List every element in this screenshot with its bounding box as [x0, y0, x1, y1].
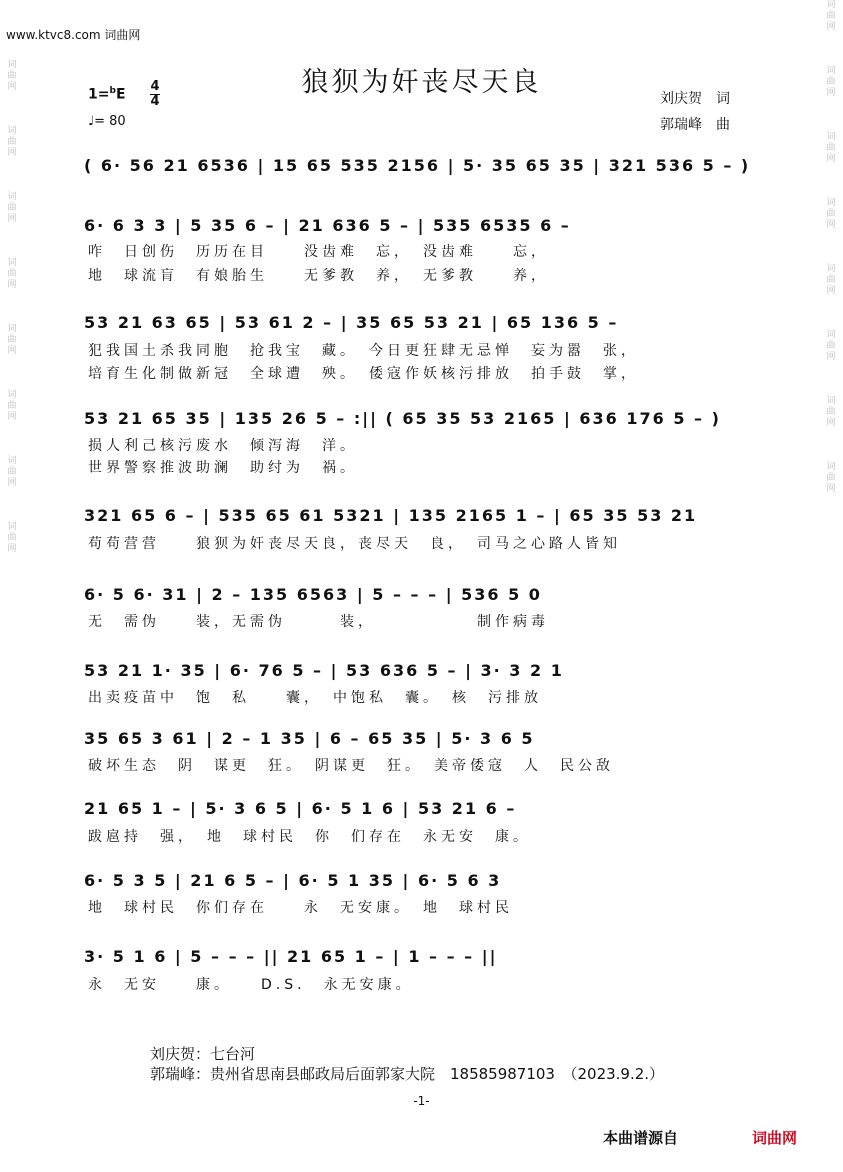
- lyric-line: 世界警察推波助澜 助纣为 祸。: [88, 460, 358, 476]
- footer-address-1: 刘庆贺：七台河: [150, 1045, 256, 1063]
- key-signature: [88, 86, 126, 103]
- source-label: 本曲谱源自: [603, 1129, 679, 1147]
- score-row: [0, 728, 843, 776]
- meter-bottom: 4: [150, 94, 160, 109]
- lyric-line: 出卖疫苗中 饱 私 囊， 中饱私 囊。 核 污排放: [88, 690, 542, 706]
- lyric-line: 破坏生态 阴 谋更 狂。 阴谋更 狂。 美帝倭寇 人 民公敌: [88, 758, 614, 774]
- score-row: [0, 870, 843, 918]
- watermark: 词曲网: [826, 330, 836, 362]
- meter-top: 4: [150, 79, 160, 94]
- notation-line: 6· 6 3 3 | 5 35 6 – | 21 636 5 – | 535 6535 6 –: [84, 216, 571, 235]
- lyric-line: 无 需伪 装，无需伪 装， 制作病毒: [88, 614, 549, 630]
- footer-address-2: 郭瑞峰：贵州省思南县邮政局后面郭家大院 18585987103 （2023.9.2.）: [150, 1065, 665, 1083]
- lyric-line: 地 球流肓 有娘胎生 无爹教 养， 无爹教 养，: [88, 268, 549, 284]
- lyric-line: 地 球村民 你们存在 永 无安康。 地 球村民: [88, 900, 513, 916]
- score-row: [0, 798, 843, 846]
- score-row: [0, 505, 843, 553]
- lyricist-credit: 刘庆贺 词: [660, 91, 730, 107]
- key-prefix: 1=: [88, 86, 110, 103]
- lyric-line: 犯我国土杀我同胞 抢我宝 藏。 今日更狂肆无忌惮 妄为嚣 张，: [88, 343, 639, 359]
- lyric-line: 咋 日创伤 历历在目 没齿难 忘， 没齿难 忘，: [88, 244, 549, 260]
- score-row: [0, 660, 843, 708]
- watermark: 词曲网: [7, 60, 17, 92]
- lyric-line: 苟苟营营 狼狈为奸丧尽天良，丧尽天 良， 司马之心路人皆知: [88, 536, 621, 552]
- tempo-marking: ♩= 80: [88, 114, 126, 129]
- watermark: 词曲网: [7, 126, 17, 158]
- source-site-link[interactable]: 词曲网: [752, 1129, 798, 1147]
- watermark: 词曲网: [7, 456, 17, 488]
- watermark: 词曲网: [826, 0, 836, 32]
- page-number: -1-: [413, 1094, 430, 1108]
- notation-line: ( 6· 56 21 6536 | 15 65 535 2156 | 5· 35 65 35 | 321 536 5 – ): [84, 156, 751, 175]
- composer-credit: 郭瑞峰 曲: [660, 117, 730, 133]
- score-row: [0, 155, 843, 203]
- lyric-line: 损人利己核污废水 倾泻海 洋。: [88, 438, 358, 454]
- song-title: 狼狈为奸丧尽天良: [301, 67, 542, 98]
- notation-line: 6· 5 6· 31 | 2 – 135 6563 | 5 – – – | 536 5 0: [84, 585, 542, 604]
- watermark: 词曲网: [826, 264, 836, 296]
- lyric-line: 永 无安 康。 D.S. 永无安康。: [88, 977, 414, 993]
- score-row: [0, 584, 843, 632]
- watermark: 词曲网: [826, 132, 836, 164]
- notation-line: 3· 5 1 6 | 5 – – – || 21 65 1 – | 1 – – – ||: [84, 947, 498, 966]
- notation-line: 35 65 3 61 | 2 – 1 35 | 6 – 65 35 | 5· 3 6 5: [84, 729, 535, 748]
- watermark: 词曲网: [7, 522, 17, 554]
- notation-line: 53 21 63 65 | 53 61 2 – | 35 65 53 21 | 65 136 5 –: [84, 313, 619, 332]
- watermark: 词曲网: [7, 258, 17, 290]
- watermark: 词曲网: [826, 198, 836, 230]
- notation-line: 6· 5 3 5 | 21 6 5 – | 6· 5 1 35 | 6· 5 6 3: [84, 871, 502, 890]
- watermark: 词曲网: [7, 192, 17, 224]
- key-note: E: [115, 86, 126, 103]
- watermark: 词曲网: [826, 462, 836, 494]
- site-header[interactable]: www.ktvc8.com 词曲网: [6, 28, 141, 42]
- lyric-line: 培育生化制做新冠 全球遭 殃。 倭寇作妖核污排放 拍手鼓 掌，: [88, 366, 639, 382]
- score-row: [0, 312, 843, 382]
- watermark: 词曲网: [826, 66, 836, 98]
- watermark: 词曲网: [7, 390, 17, 422]
- key-flat: b: [109, 86, 116, 96]
- watermark-column-left: [4, 60, 20, 555]
- notation-line: 53 21 1· 35 | 6· 76 5 – | 53 636 5 – | 3· 3 2 1: [84, 661, 564, 680]
- time-signature: [150, 80, 160, 109]
- watermark: 词曲网: [7, 324, 17, 356]
- watermark: 词曲网: [826, 396, 836, 428]
- score-row: [0, 946, 843, 994]
- notation-line: 53 21 65 35 | 135 26 5 – :|| ( 65 35 53 2165 | 636 176 5 – ): [84, 409, 721, 428]
- notation-line: 321 65 6 – | 535 65 61 5321 | 135 2165 1 – | 65 35 53 21: [84, 506, 698, 525]
- notation-line: 21 65 1 – | 5· 3 6 5 | 6· 5 1 6 | 53 21 6 –: [84, 799, 517, 818]
- lyric-line: 跋扈持 强， 地 球村民 你 们存在 永无安 康。: [88, 829, 531, 845]
